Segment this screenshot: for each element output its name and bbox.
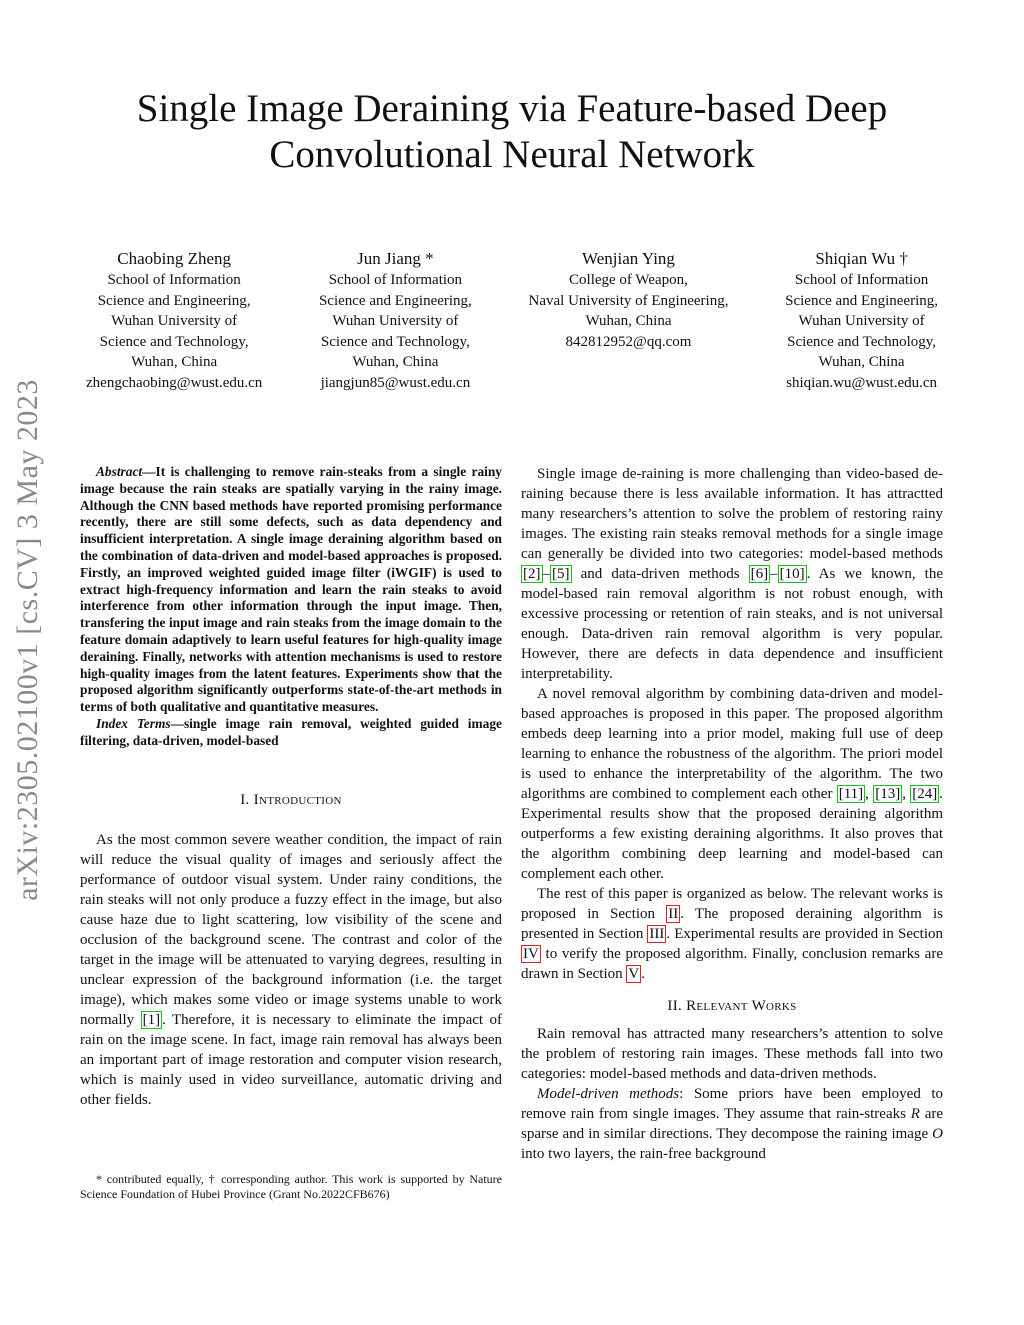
citation-link[interactable]: [1]	[142, 1011, 161, 1028]
body-paragraph: Rain removal has attracted many researchers’s attention to solve the problem of restoring rain images. These methods fall into two categories: model-based methods and data-driven methods.	[521, 1026, 943, 1082]
section-link[interactable]: V	[628, 966, 640, 982]
author-name: Wenjian Ying	[582, 249, 675, 268]
author-affiliation: Wuhan, China	[585, 313, 672, 329]
citation-link[interactable]: [10]	[779, 566, 805, 582]
index-terms: Index Terms—single image rain removal, weighted guided image filtering, data-driven, model-based	[80, 715, 502, 748]
author-name: Shiqian Wu †	[815, 249, 908, 268]
body-paragraph: Model-driven methods: Some priors have been employed to remove rain from single images. They assume that rain-streaks R are sparse and in similar directions. They decompose the raining image O into two layers, the rain-free background	[521, 1086, 944, 1162]
author-affiliation: Wuhan University of	[798, 313, 925, 329]
author-affiliation: Wuhan, China	[818, 354, 905, 370]
author-email: zhengchaobing@wust.edu.cn	[86, 374, 263, 391]
body-paragraph: A novel removal algorithm by combining data-driven and model-based approaches is proposed in this paper. The proposed algorithm embeds deep learning into a prior model, making full use of deep learning to enhance the robustness of the algorithm. The priori model is used to enhance the interpretability of the algorithm. The two algorithms are combined to complement each other [11] , [13] , [24] . Experimental results show that the proposed deraining algorithm outperforms a few existing deraining algorithms. It also proves that the algorithm combining deep learning and model-based can complement each other.	[521, 686, 944, 882]
paper-title: Single Image Deraining via Feature-based Deep Convolutional Neural Network	[136, 87, 888, 176]
author-1	[86, 248, 262, 393]
section-link[interactable]: II	[668, 906, 679, 922]
author-affiliation: Wuhan, China	[352, 354, 439, 370]
author-affiliation: Wuhan, China	[131, 354, 218, 370]
body-paragraph: The rest of this paper is organized as below. The relevant works is proposed in Section II . The proposed deraining algorithm is presented in Section III . Experimental results are provided in Section IV to verify the proposed algorithm. Finally, conclusion remarks are drawn in Section V .	[521, 886, 943, 982]
author-email: shiqian.wu@wust.edu.cn	[786, 374, 938, 391]
section-heading-introduction: I. Introduction	[240, 791, 342, 808]
author-affiliation: School of Information	[107, 272, 241, 288]
author-affiliation: Naval University of Engineering,	[528, 292, 729, 309]
footnote: * contributed equally, † corresponding author. This work is supported by Nature Science Foundation of Hubei Province (Grant No.2022CFB676)	[80, 1172, 502, 1201]
author-affiliation: Science and Engineering,	[785, 292, 938, 309]
author-block	[86, 248, 938, 393]
author-email: 842812952@qq.com	[565, 333, 692, 350]
intro-paragraph: As the most common severe weather condition, the impact of rain will reduce the visual quality of images and seriously affect the performance of outdoor visual system. Under rainy conditions, the rain steaks will not only produce a fuzzy effect in the image, but also cause haze due to light scattering, low visibility of the scene and occlusion of the background scene. The contrast and color of the target in the image will be attenuated to varying degrees, resulting in unclear expression of the background information (i.e. the target image), which makes some video or image systems unable to work normally [1] . Therefore, it is necessary to eliminate the impact of rain on the image scene. In fact, image rain removal has always been an important part of image restoration and computer vision research, which is mainly used in video surveillance, automatic driving and other fields.	[80, 831, 503, 1108]
citation-link[interactable]: [13]	[875, 786, 901, 802]
abstract: Abstract—It is challenging to remove rain-steaks from a single rainy image because the rain steaks are spatially varying in the rainy image. Although the CNN based methods have reported promising performance recently, there are still some defects, such as data dependency and insufficient interpretation. A single image deraining algorithm based on the combination of data-driven and model-based approaches is proposed. Firstly, an improved weighted guided image filter (iWGIF) is used to extract high-frequency information and learn the rain steaks to avoid interference from other information through the input image. Then, transfering the input image and rain steaks from the image domain to the feature domain adaptively to learn useful features for high-quality image deraining. Finally, networks with attention mechanisms is used to restore high-quality images from the latent features. Experiments show that the proposed algorithm significantly outperforms state-of-the-art methods in terms of both qualitative and quantitative measures.	[80, 464, 502, 715]
author-3	[529, 248, 729, 393]
author-4	[785, 248, 938, 393]
author-affiliation: College of Weapon,	[569, 272, 688, 288]
citation-link[interactable]: [2]	[523, 566, 541, 582]
citation-link[interactable]: [5]	[552, 566, 570, 582]
author-affiliation: School of Information	[328, 272, 463, 288]
section-link[interactable]: IV	[523, 946, 539, 962]
author-affiliation: School of Information	[794, 272, 929, 288]
author-affiliation: Wuhan University of	[111, 313, 238, 329]
author-email: jiangjun85@wust.edu.cn	[320, 374, 471, 391]
arxiv-identifier: arXiv:2305.02100v1 [cs.CV] 3 May 2023	[11, 379, 44, 901]
author-affiliation: Science and Engineering,	[318, 292, 472, 309]
author-affiliation: Science and Technology,	[320, 333, 470, 350]
citation-link[interactable]: [11]	[838, 786, 864, 802]
citation-link[interactable]: [24]	[912, 786, 938, 802]
section-link[interactable]: III	[649, 926, 665, 942]
author-name: Chaobing Zheng	[117, 249, 232, 268]
right-column	[521, 464, 943, 1164]
author-2	[319, 248, 472, 393]
author-affiliation: Science and Technology,	[99, 333, 249, 350]
body-paragraph: Single image de-raining is more challenging than video-based de-raining because there is less available information. It has attractted many researchers’s attention to solve the problem of restoring rainy images. The existing rain steaks removal methods for a single image can generally be divided into two categories: model-based methods [2] – [5] and data-driven methods [6] – [10] . As we known, the model-based rain removal algorithm is not robust enough, with excessive processing or retention of rain steaks, and is not universal enough. Data-driven rain removal algorithm is very popular. However, there are defects in data dependence and insufficient interpretability.	[521, 466, 943, 682]
author-affiliation: Wuhan University of	[332, 313, 459, 329]
author-affiliation: Science and Technology,	[787, 333, 937, 350]
author-affiliation: Science and Engineering,	[97, 292, 251, 309]
citation-link[interactable]: [6]	[750, 566, 769, 582]
left-column	[80, 464, 502, 1110]
section-heading-relevant-works: II. Relevant Works	[667, 998, 797, 1014]
author-name: Jun Jiang *	[357, 249, 434, 268]
